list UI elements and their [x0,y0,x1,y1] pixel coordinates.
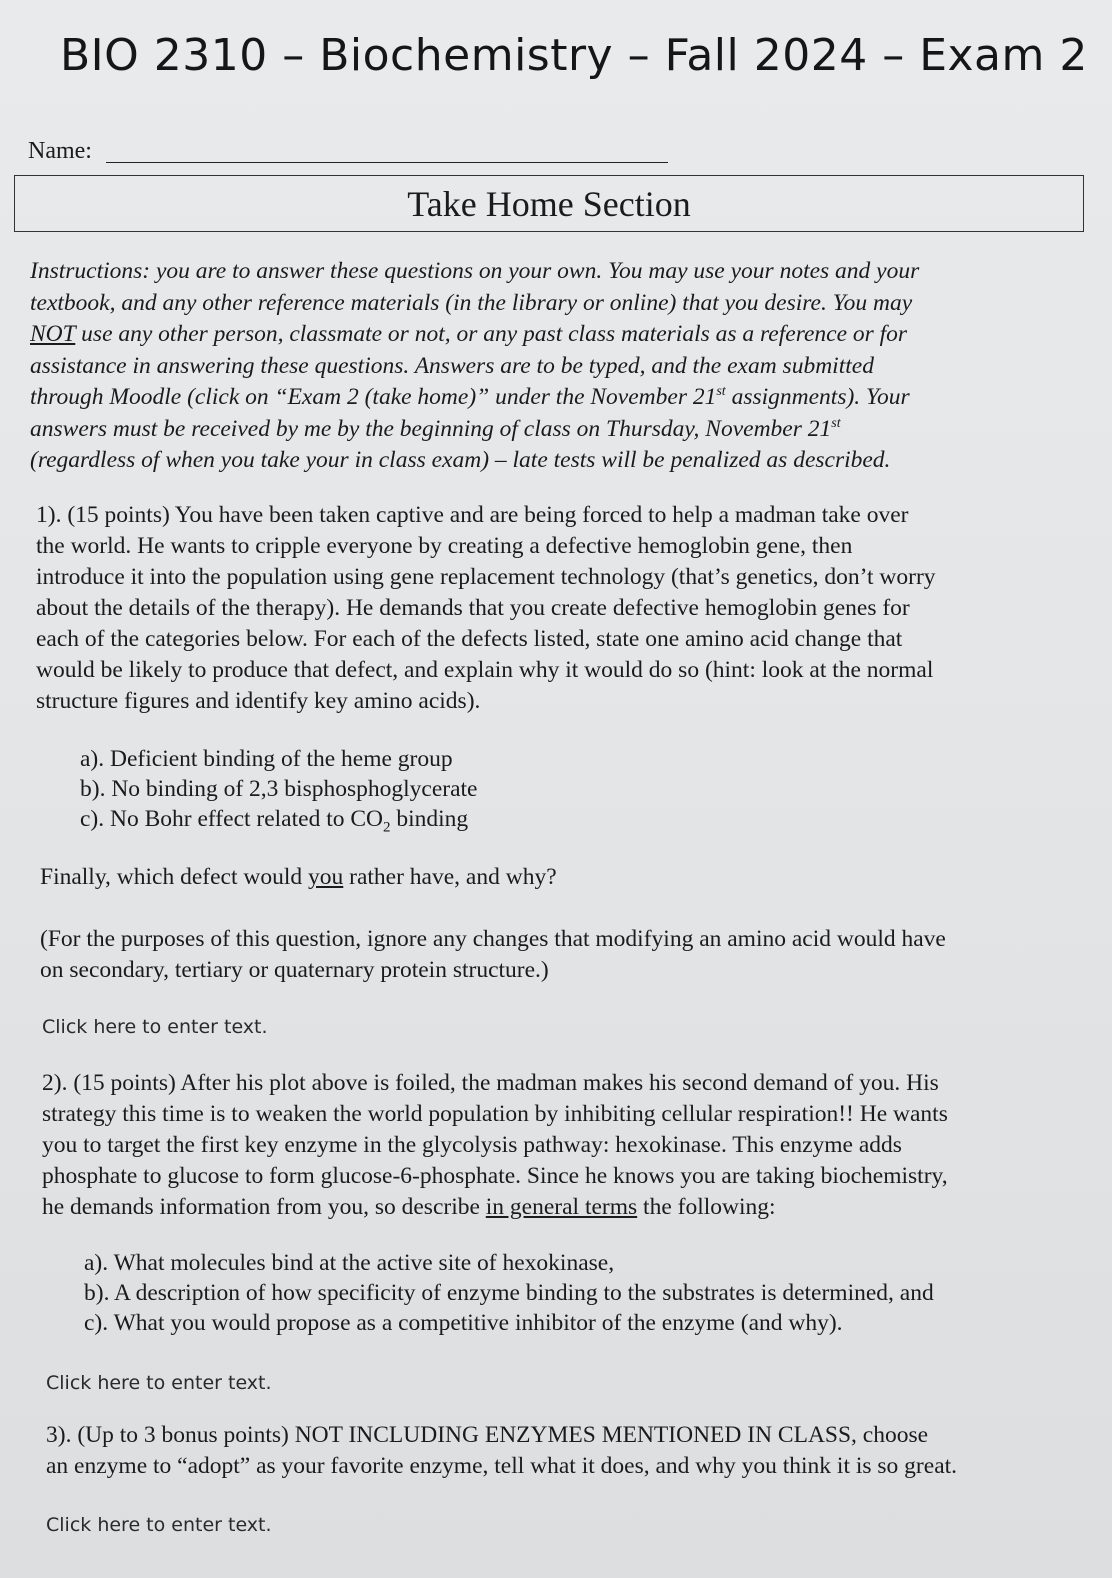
list-item: c). What you would propose as a competitive inhibitor of the enzyme (and why). [84,1310,843,1336]
followup-text: rather have, and why? [343,864,557,890]
question-line: structure figures and identify key amino acids). [36,688,481,714]
ordinal-suffix: st [716,384,726,400]
instructions-line: textbook, and any other reference materials (in the library or online) that you desire. You may [30,289,913,316]
question-line: about the details of the therapy). He demands that you create defective hemoglobin genes for [36,595,910,621]
emphasis-not: NOT [30,321,76,347]
exam-title: BIO 2310 – Biochemistry – Fall 2024 – Exam 2 [60,30,1088,81]
question-line: strategy this time is to weaken the world population by inhibiting cellular respiration!! He wants [42,1101,948,1127]
answer-field-1[interactable]: Click here to enter text. [42,1016,268,1038]
followup-text: Finally, which defect would [40,864,309,890]
instructions-text: through Moodle (click on “Exam 2 (take home)” under the November 21 [30,384,717,410]
list-item-text: binding [390,806,469,832]
emphasis-you: you [308,864,344,890]
name-field[interactable] [106,162,668,163]
list-item [80,804,477,834]
question-1-note [40,924,1080,986]
question-2 [42,1068,1082,1223]
answer-field-2[interactable]: Click here to enter text. [46,1372,272,1394]
note-line: (For the purposes of this question, ignore any changes that modifying an amino acid would have [40,926,946,952]
question-line [42,1192,1082,1223]
question-line: 2). (15 points) After his plot above is foiled, the madman makes his second demand of you. His [42,1070,939,1096]
instructions-line [30,382,1060,414]
instructions-line [30,414,1060,446]
instructions-line: (regardless of when you take your in class exam) – late tests will be penalized as described. [30,447,891,473]
section-header-box [14,175,1084,232]
ordinal-suffix: st [831,415,841,431]
instructions-line [30,319,1060,351]
list-item: a). What molecules bind at the active site of hexokinase, [84,1250,615,1276]
answer-field-3[interactable]: Click here to enter text. [46,1514,272,1536]
note-line: on secondary, tertiary or quaternary protein structure.) [40,957,549,983]
question-1-parts [80,744,477,834]
question-line: an enzyme to “adopt” as your favorite enzyme, tell what it does, and why you think it is so great. [46,1453,958,1479]
question-line: would be likely to produce that defect, and explain why it would do so (hint: look at the normal [36,657,934,683]
question-1-followup [40,864,557,891]
question-line: each of the categories below. For each of the defects listed, state one amino acid change that [36,626,903,652]
instructions-line: Instructions: you are to answer these questions on your own. You may use your notes and your [30,258,920,284]
instructions-text: answers must be received by me by the beginning of class on Thursday, November 21 [30,415,832,442]
emphasis-general-terms: in general terms [485,1194,638,1220]
question-line: 3). (Up to 3 bonus points) NOT INCLUDING ENZYMES MENTIONED IN CLASS, choose [46,1422,929,1448]
list-item: a). Deficient binding of the heme group [80,746,453,772]
question-line: 1). (15 points) You have been taken captive and are being forced to help a madman take over [36,502,909,528]
question-line: introduce it into the population using gene replacement technology (that’s genetics, don’t worry [36,564,936,590]
instructions-line: assistance in answering these questions. Answers are to be typed, and the exam submitted [30,352,874,379]
instructions [30,256,1060,477]
question-text: he demands information from you, so describe [42,1194,486,1220]
question-text: the following: [637,1194,776,1220]
section-title: Take Home Section [407,183,691,224]
question-line: the world. He wants to cripple everyone by creating a defective hemoglobin gene, then [36,533,853,559]
question-2-parts [84,1248,934,1338]
list-item: b). A description of how specificity of enzyme binding to the substrates is determined, and [84,1280,934,1306]
question-line: phosphate to glucose to form glucose-6-phosphate. Since he knows you are taking biochemistry, [42,1163,948,1189]
list-item-text: c). No Bohr effect related to CO [80,806,383,832]
instructions-text: use any other person, classmate or not, or any past class materials as a reference or for [75,321,908,347]
question-3 [46,1420,1076,1482]
subscript: 2 [383,819,391,836]
question-1 [36,500,1066,717]
name-label: Name: [28,138,92,164]
list-item: b). No binding of 2,3 bisphosphoglycerate [80,776,478,802]
instructions-text: assignments). Your [725,384,910,410]
question-line: you to target the first key enzyme in the glycolysis pathway: hexokinase. This enzyme adds [42,1132,902,1158]
